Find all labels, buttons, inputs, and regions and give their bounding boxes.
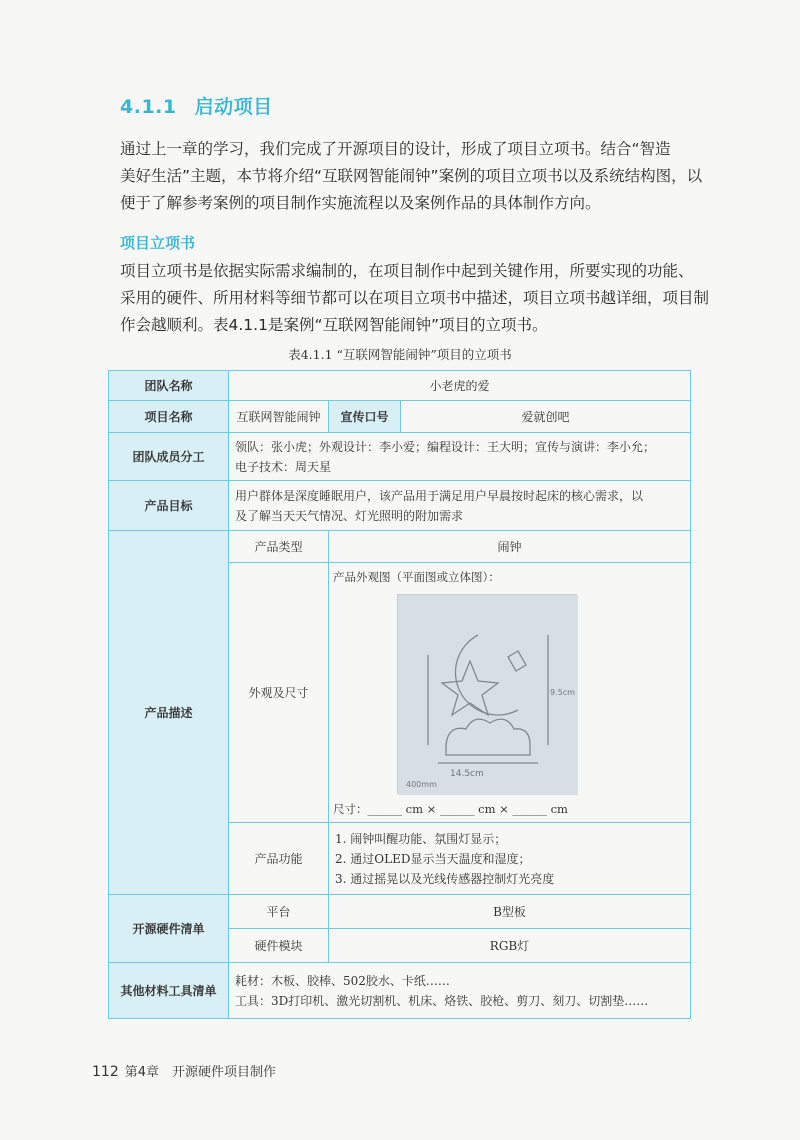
- module-value: RGB灯: [329, 929, 691, 963]
- subheading: 项目立项书: [120, 234, 196, 252]
- function-value: [329, 823, 691, 895]
- module-label: 硬件模块: [229, 929, 329, 963]
- intro-line: 便于了解参考案例的项目制作实施流程以及案例作品的具体制作方向。: [120, 194, 601, 212]
- sketch-dimension-label: 9.5cm: [550, 687, 575, 697]
- team-name-label: 团队名称: [109, 371, 229, 401]
- sketch-dimension-label: 400mm: [406, 779, 437, 789]
- materials-line: 耗材：木板、胶棒、502胶水、卡纸……: [235, 973, 450, 988]
- materials-label: 其他材料工具清单: [109, 963, 229, 1019]
- alarm-clock-sketch: [398, 595, 578, 795]
- platform-value: B型板: [329, 895, 691, 929]
- sketch-dimension-label: 14.5cm: [450, 768, 484, 779]
- platform-label: 平台: [229, 895, 329, 929]
- materials-line: 工具：3D打印机、激光切割机、机床、烙铁、胶枪、剪刀、刻刀、切割垫……: [235, 993, 649, 1008]
- dims-prefix: 尺寸：: [333, 801, 368, 816]
- product-type-value: 闹钟: [329, 531, 691, 563]
- intro-line: 美好生活”主题，本节将介绍“互联网智能闹钟”案例的项目立项书以及系统结构图，以: [120, 167, 703, 185]
- dims-unit: cm: [550, 801, 568, 816]
- team-name-value: 小老虎的爱: [229, 371, 691, 401]
- project-name-value: 互联网智能闹钟: [229, 401, 329, 433]
- goal-line: 及了解当天天气情况、灯光照明的附加需求: [235, 508, 464, 523]
- members-value: [229, 433, 691, 481]
- body-line: 项目立项书是依据实际需求编制的，在项目制作中起到关键作用，所要实现的功能、: [120, 262, 694, 280]
- section-number: 4.1.1: [120, 96, 177, 118]
- slogan-label: 宣传口号: [329, 401, 401, 433]
- members-label: 团队成员分工: [109, 433, 229, 481]
- slogan-value: 爱就创吧: [401, 401, 691, 433]
- section-heading: [120, 92, 273, 119]
- dims-sep: ×: [499, 801, 509, 816]
- body-paragraph: [120, 258, 710, 339]
- members-line: 电子技术：周天星: [235, 459, 332, 474]
- function-line: 1. 闹钟叫醒功能、氛围灯显示；: [335, 831, 507, 846]
- goal-line: 用户群体是深度睡眠用户，该产品用于满足用户早晨按时起床的核心需求，以: [235, 488, 644, 503]
- page-number: 112: [92, 1064, 119, 1080]
- hardware-list-label: 开源硬件清单: [109, 895, 229, 963]
- members-line: 领队：张小虎；外观设计：李小爱；编程设计：王大明；宣传与演讲：李小允；: [235, 439, 656, 454]
- goal-value: [229, 481, 691, 531]
- materials-value: [229, 963, 691, 1019]
- goal-label: 产品目标: [109, 481, 229, 531]
- product-sketch-image: [397, 594, 577, 794]
- product-type-label: 产品类型: [229, 531, 329, 563]
- function-label: 产品功能: [229, 823, 329, 895]
- table-caption: 表4.1.1 “互联网智能闹钟”项目的立项书: [288, 347, 512, 362]
- intro-paragraph: [120, 136, 703, 217]
- function-line: 2. 通过OLED显示当天温度和湿度；: [335, 851, 531, 866]
- body-line: 作会越顺利。表4.1.1是案例“互联网智能闹钟”项目的立项书。: [120, 316, 548, 334]
- intro-line: 通过上一章的学习，我们完成了开源项目的设计，形成了项目立项书。结合“智造: [120, 140, 671, 158]
- project-proposal-table: [108, 370, 691, 1019]
- appearance-label: 外观及尺寸: [229, 563, 329, 823]
- dims-unit: cm: [478, 801, 496, 816]
- appearance-cell: [329, 563, 691, 823]
- project-name-label: 项目名称: [109, 401, 229, 433]
- section-title: 启动项目: [194, 96, 273, 118]
- function-line: 3. 通过摇晃以及光线传感器控制灯光亮度: [335, 871, 555, 886]
- dimensions-line: 尺寸：______ cm × ______ cm × ______ cm: [333, 801, 568, 816]
- page-footer: [92, 1061, 276, 1080]
- dims-sep: ×: [426, 801, 437, 816]
- product-description-label: 产品描述: [109, 531, 229, 895]
- dims-unit: cm: [405, 801, 424, 816]
- body-line: 采用的硬件、所用材料等细节都可以在项目立项书中描述，项目立项书越详细，项目制: [120, 289, 710, 307]
- appearance-title: 产品外观图（平面图或立体图）：: [333, 569, 500, 584]
- chapter-title: 第4章 开源硬件项目制作: [124, 1065, 277, 1080]
